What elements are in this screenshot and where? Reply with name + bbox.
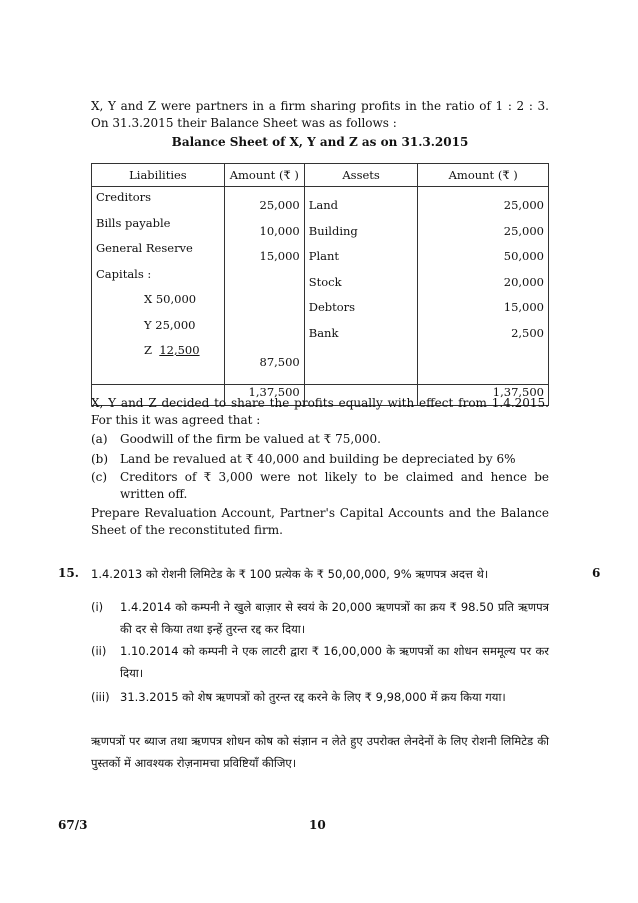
asset-amount: 15,000 xyxy=(503,300,544,314)
q15-instruction: ऋणपत्रों पर ब्याज तथा ऋणपत्र शोधन कोष को संज्ञान न लेते हुए उपरोक्त लेनदेनों के लिए रोशनी लिमिटेड की पुस्तकों में आवश्यक रोज़नामचा प्रविष्टियाँ कीजिए। xyxy=(91,734,549,770)
q15-intro: 1.4.2013 को रोशनी लिमिटेड के ₹ 100 प्रत्येक के ₹ 50,00,000, 9% ऋणपत्र अदत्त थे। xyxy=(91,567,489,581)
balance-sheet-title: Balance Sheet of X, Y and Z as on 31.3.2015 xyxy=(171,135,469,149)
q14-item-a xyxy=(91,431,549,448)
header-assets: Assets xyxy=(304,164,418,187)
table-header-row xyxy=(92,164,549,187)
capitals-total: 87,500 xyxy=(259,355,300,369)
item-label: (ii) xyxy=(91,644,107,658)
item-label: (i) xyxy=(91,600,104,614)
asset-amounts-column xyxy=(418,187,549,385)
capital-z-amount: 12,500 xyxy=(159,343,200,357)
asset-item: Land xyxy=(308,198,339,212)
asset-amount: 2,500 xyxy=(511,325,544,340)
liabilities-column xyxy=(92,187,225,385)
liability-item: Bills payable xyxy=(96,215,171,230)
capital-z-label: Z xyxy=(144,343,152,357)
q15-item-iii xyxy=(91,686,549,708)
liability-amount: 25,000 xyxy=(259,198,300,212)
liability-item: Creditors xyxy=(96,190,152,204)
table-body-row xyxy=(92,187,549,385)
asset-amount: 50,000 xyxy=(503,249,544,263)
liability-amounts-column xyxy=(224,187,304,385)
q14-item-c xyxy=(91,469,549,503)
header-liabilities: Liabilities xyxy=(92,164,225,187)
item-text: 1.4.2014 को कम्पनी ने खुले बाज़ार से स्वयं के 20,000 ऋणपत्रों का क्रय ₹ 98.50 प्रति ऋणपत्र की दर से किया तथा इन्हें तुरन्त रद्द कर दिया। xyxy=(120,600,549,636)
total-liabilities: 1,37,500 xyxy=(224,385,304,406)
assets-column xyxy=(304,187,418,385)
asset-amount: 20,000 xyxy=(503,274,544,289)
asset-item: Plant xyxy=(308,249,340,263)
item-text: Creditors of ₹ 3,000 were not likely to be claimed and hence be written off. xyxy=(120,470,549,501)
asset-item: Building xyxy=(308,223,358,238)
item-label: (iii) xyxy=(91,690,110,704)
liability-amount: 15,000 xyxy=(259,249,300,263)
paper-code: 67/3 xyxy=(58,818,88,832)
balance-sheet-table xyxy=(91,163,549,406)
q15-item-i xyxy=(91,596,549,640)
asset-amount: 25,000 xyxy=(503,198,544,212)
q15-item-ii xyxy=(91,640,549,684)
asset-item: Stock xyxy=(308,274,342,289)
liability-item: General Reserve xyxy=(96,241,193,255)
capital-x: X 50,000 xyxy=(144,292,197,306)
item-text: 31.3.2015 को शेष ऋणपत्रों को तुरन्त रद्द करने के लिए ₹ 9,98,000 में क्रय किया गया। xyxy=(120,690,506,704)
header-amount-1: Amount (₹ ) xyxy=(224,164,304,187)
item-text: Goodwill of the firm be valued at ₹ 75,000. xyxy=(120,432,381,446)
q14-decision: X, Y and Z decided to share the profits equally with effect from 1.4.2015. For this it was agreed that : xyxy=(91,396,549,427)
q14-intro: X, Y and Z were partners in a firm sharing profits in the ratio of 1 : 2 : 3. On 31.3.2015 their Balance Sheet was as follows : xyxy=(91,99,549,130)
total-assets: 1,37,500 xyxy=(418,385,549,406)
item-label: (b) xyxy=(91,452,109,466)
item-text: 1.10.2014 को कम्पनी ने एक लाटरी द्वारा ₹ 16,00,000 के ऋणपत्रों का शोधन सममूल्य पर कर दिया। xyxy=(120,644,549,680)
q15-marks: 6 xyxy=(592,566,601,580)
q14-instruction: Prepare Revaluation Account, Partner's Capital Accounts and the Balance Sheet of the reconstituted firm. xyxy=(91,506,549,537)
asset-amount: 25,000 xyxy=(503,223,544,238)
liability-amount: 10,000 xyxy=(259,223,300,238)
q15-number: 15. xyxy=(58,566,79,580)
capital-z xyxy=(96,340,220,366)
page-number: 10 xyxy=(309,818,326,832)
liability-item: Capitals : xyxy=(96,266,152,281)
item-text: Land be revalued at ₹ 40,000 and building be depreciated by 6% xyxy=(120,452,516,466)
q14-item-b xyxy=(91,451,549,468)
capital-y: Y 25,000 xyxy=(144,317,196,332)
item-label: (a) xyxy=(91,432,108,446)
asset-item: Bank xyxy=(308,325,339,340)
header-amount-2: Amount (₹ ) xyxy=(418,164,549,187)
asset-item: Debtors xyxy=(308,300,356,314)
item-label: (c) xyxy=(91,470,108,484)
